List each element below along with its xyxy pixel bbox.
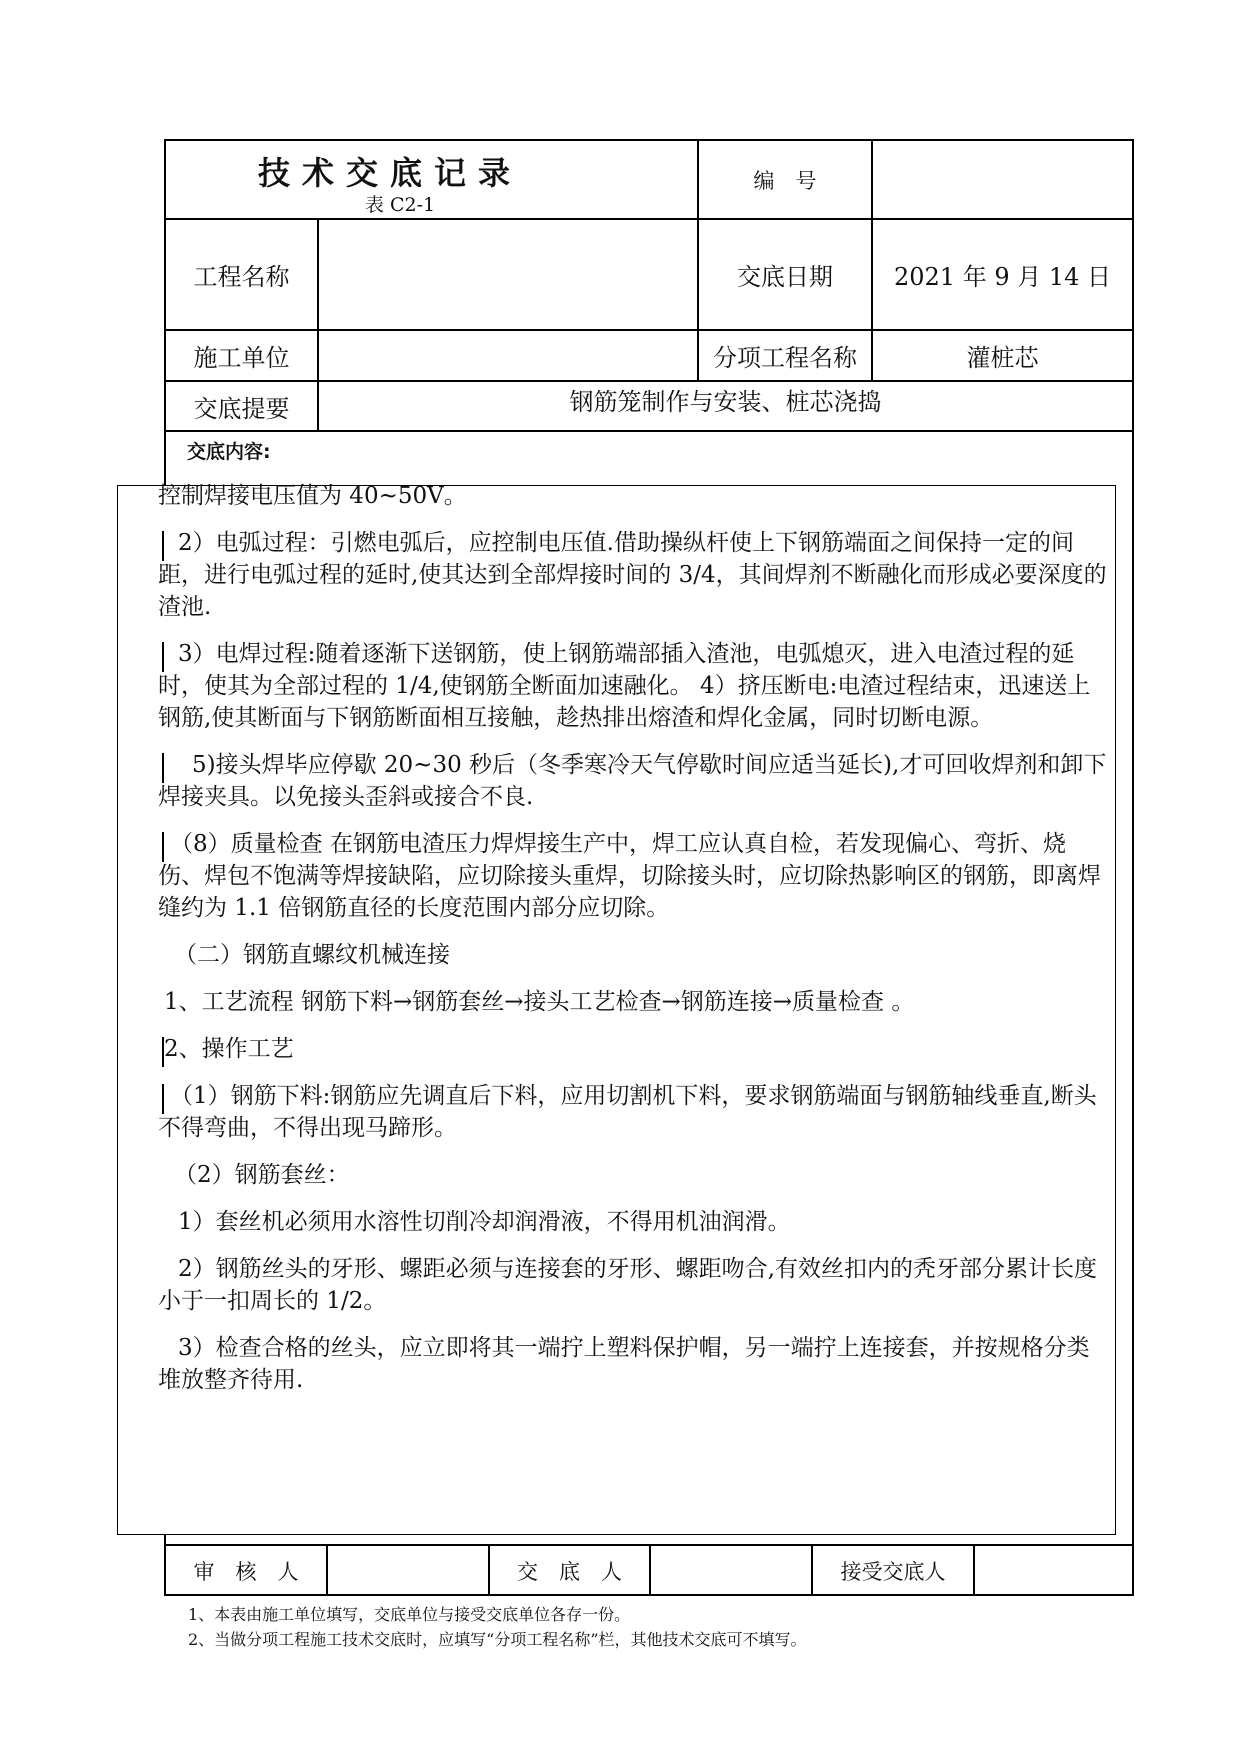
table-divider [164,430,1134,432]
content-paragraph: 1、工艺流程 钢筋下料→钢筋套丝→接头工艺检查→钢筋连接→质量检查 。 [164,989,915,1015]
table-code: 表 C2-1 [364,194,436,216]
content-paragraph: 3）检查合格的丝头，应立即将其一端拧上塑料保护帽，另一端拧上连接套，并按规格分类堆放整齐待用. [158,1335,1090,1393]
content-paragraph: 2）电弧过程：引燃电弧后，应控制电压值.借助操纵杆使上下钢筋端面之间保持一定的间距，进行电弧过程的延时,使其达到全部焊接时间的 3/4，其间焊剂不断融化而形成必要深度的渣池. [158,527,1108,623]
content-label: 交底内容: [187,441,271,463]
project-name-value[interactable] [319,220,697,329]
subitem-name-value[interactable]: 灌桩芯 [966,344,1039,372]
footnote: 2、当做分项工程施工技术交底时，应填写“分项工程名称”栏，其他技术交底可不填写。 [188,1630,807,1649]
content-paragraph: 3）电焊过程:随着逐渐下送钢筋，使上钢筋端部插入渣池，电弧熄灭，进入电渣过程的延时，使其为全部过程的 1/4,使钢筋全断面加速融化。 4）挤压断电:电渣过程结束，迅速送上钢筋,使其断面与下钢筋断面相互接触，趁热排出熔渣和焊化金属，同时切断电源。 [158,638,1108,734]
receiver-label: 接受交底人 [840,1560,946,1584]
discloser-label: 交 底 人 [517,1560,622,1584]
content-paragraph: （2）钢筋套丝： [174,1162,350,1188]
content-paragraph: 5)接头焊毕应停歇 20~30 秒后（冬季寒冷天气停歇时间应适当延长),才可回收焊剂和卸下焊接夹具。以免接头歪斜或接合不良. [158,749,1108,813]
discloser-signature[interactable] [651,1546,811,1596]
reviewer-signature[interactable] [328,1546,488,1596]
reviewer-label: 审 核 人 [193,1560,299,1584]
content-paragraph: （1）钢筋下料:钢筋应先调直后下料，应用切割机下料，要求钢筋端面与钢筋轴线垂直,断头不得弯曲，不得出现马蹄形。 [158,1080,1108,1144]
content-paragraph: （二）钢筋直螺纹机械连接 [174,942,450,968]
footnote: 1、本表由施工单位填写，交底单位与接受交底单位各存一份。 [188,1605,631,1624]
summary-value[interactable]: 钢筋笼制作与安装、桩芯浇捣 [569,387,882,416]
subitem-name-label: 分项工程名称 [713,344,857,372]
content-body [158,480,1108,1411]
disclosure-date-value[interactable]: 2021 年 9 月 14 日 [893,263,1112,291]
number-label: 编 号 [753,168,817,193]
content-paragraph: 2、操作工艺 [158,1033,1108,1065]
construction-unit-label: 施工单位 [193,344,290,372]
number-value[interactable] [873,141,1132,218]
disclosure-date-label: 交底日期 [737,263,833,291]
content-paragraph: （8）质量检查 在钢筋电渣压力焊焊接生产中，焊工应认真自检，若发现偏心、弯折、烧伤、焊包不饱满等焊接缺陷，应切除接头重焊，切除接头时，应切除热影响区的钢筋，即离焊缝约为 1.1 倍钢筋直径的长度范围内部分应切除。 [158,828,1108,924]
summary-label: 交底提要 [193,394,290,423]
content-paragraph: 2）钢筋丝头的牙形、螺距必须与连接套的牙形、螺距吻合,有效丝扣内的秃牙部分累计长度小于一扣周长的 1/2。 [158,1256,1097,1314]
receiver-signature[interactable] [975,1546,1132,1596]
project-name-label: 工程名称 [193,263,290,291]
content-paragraph: 控制焊接电压值为 40~50V。 [158,483,467,509]
page-title: 技术交底记录 [257,154,522,192]
construction-unit-value[interactable] [319,331,697,380]
content-paragraph: 1）套丝机必须用水溶性切削冷却润滑液，不得用机油润滑。 [178,1209,791,1235]
